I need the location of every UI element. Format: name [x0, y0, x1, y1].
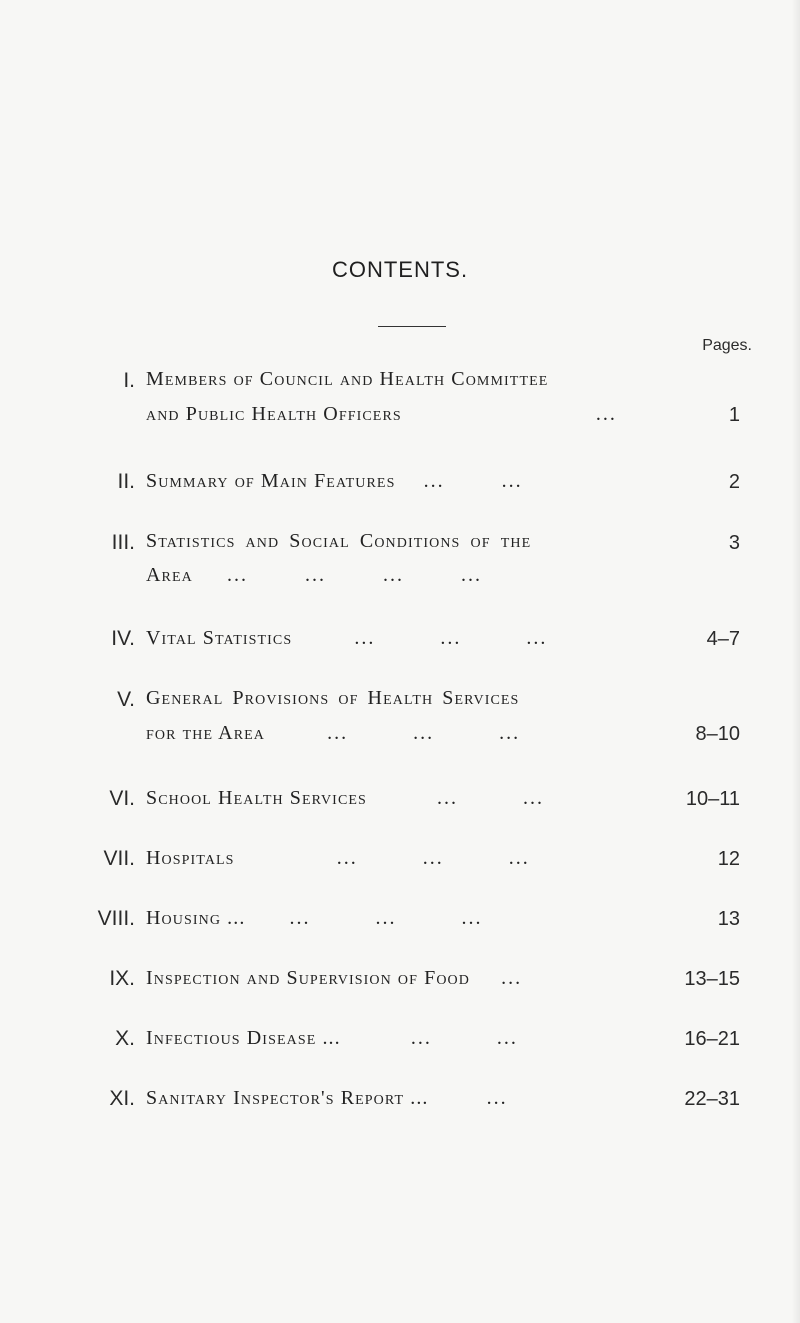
page-range: 3 [728, 532, 740, 554]
page-range: 22–31 [684, 1088, 740, 1110]
section-number: IX. [109, 967, 135, 990]
section-number: I. [123, 369, 135, 392]
page-range: 4–7 [706, 628, 740, 650]
leader-dots: ... ... ... [336, 847, 530, 869]
title-underline-rule [378, 326, 446, 327]
section-title-line-1: Statistics and Social Conditions of the [146, 530, 532, 552]
leader-dots: ... ... ... [327, 722, 521, 744]
section-title-wrapper [146, 627, 666, 650]
page-range: 10–11 [685, 788, 740, 810]
section-title-line-1: Summary of Main Features [146, 470, 396, 492]
section-title-line-2-wrapper [146, 564, 666, 587]
section-number: II. [117, 470, 135, 493]
section-title-line-2-wrapper [146, 403, 666, 426]
section-number: VIII. [97, 907, 135, 930]
page-range: 8–10 [695, 723, 740, 745]
section-number: X. [115, 1027, 135, 1050]
section-number: IV. [111, 627, 135, 650]
section-title-line-2: for the Area [146, 722, 265, 744]
section-title-line-1: Hospitals [146, 847, 235, 869]
section-title-line-1: Housing ... [146, 907, 246, 929]
section-title-line-1: Sanitary Inspector's Report ... [146, 1087, 429, 1109]
leader-dots: ... [595, 403, 617, 425]
section-title-wrapper [146, 907, 666, 930]
section-title-wrapper [146, 847, 666, 870]
section-title-wrapper [146, 1087, 666, 1110]
section-title-line-2-wrapper [146, 722, 666, 745]
page-range: 13–15 [684, 968, 740, 990]
section-number: VII. [103, 847, 135, 870]
section-number: III. [111, 531, 135, 554]
page-edge-shadow [792, 0, 800, 1323]
section-title-line-1: General Provisions of Health Services [146, 687, 520, 709]
section-title-wrapper [146, 967, 666, 990]
leader-dots: ... ... [410, 1027, 518, 1049]
page-range: 13 [717, 908, 740, 930]
pages-column-label: Pages. [702, 337, 752, 354]
section-title-line-1: Vital Statistics [146, 627, 293, 649]
section-title-wrapper [146, 787, 666, 810]
page-range: 12 [717, 848, 740, 870]
page-title: CONTENTS. [331, 257, 469, 282]
section-number: V. [117, 688, 135, 711]
leader-dots: ... ... ... ... [226, 564, 482, 586]
leader-dots: ... ... ... [354, 627, 548, 649]
leader-dots: ... [501, 967, 523, 989]
page-range: 1 [728, 404, 740, 426]
section-title-wrapper [146, 470, 666, 493]
page-range: 16–21 [684, 1028, 740, 1050]
section-title-line-1: Infectious Disease ... [146, 1027, 341, 1049]
section-number: VI. [109, 787, 135, 810]
leader-dots: ... ... ... [289, 907, 483, 929]
section-title-wrapper [146, 1027, 666, 1050]
section-number: XI. [109, 1087, 135, 1110]
section-title-line-1: Inspection and Supervision of Food [146, 967, 470, 989]
page-range: 2 [728, 471, 740, 493]
section-title-line-2: and Public Health Officers [146, 403, 402, 425]
section-title-line-1: School Health Services [146, 787, 367, 809]
leader-dots: ... ... [423, 470, 523, 492]
section-title-line-2: Area [146, 564, 193, 586]
leader-dots: ... ... [437, 787, 545, 809]
leader-dots: ... [486, 1087, 508, 1109]
section-title-line-1: Members of Council and Health Committee [146, 368, 549, 390]
